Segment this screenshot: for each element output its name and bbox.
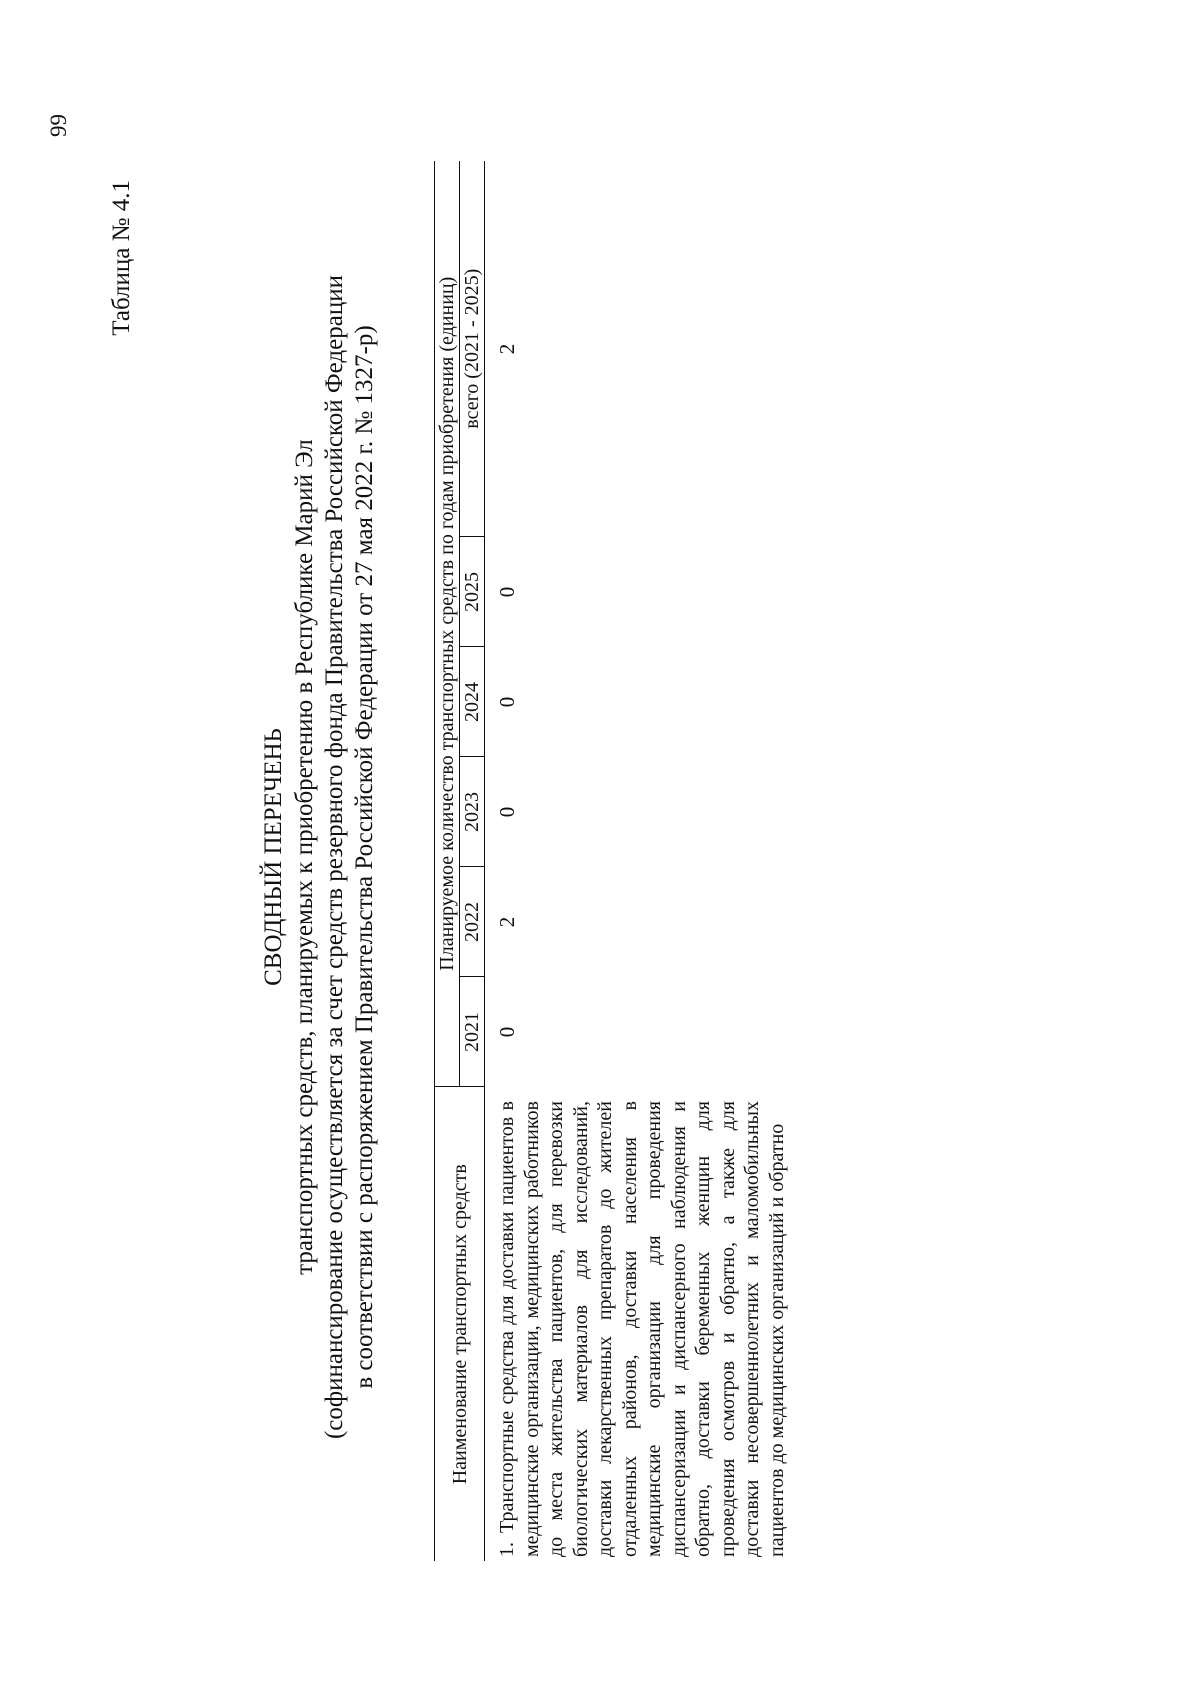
value-cell: 2 xyxy=(495,916,519,928)
year-header: 2022 xyxy=(460,867,485,977)
page-number: 99 xyxy=(46,114,71,137)
vehicle-name-cell xyxy=(485,1087,790,1561)
value-cell: 0 xyxy=(495,806,519,818)
row-number: 1. xyxy=(496,1542,518,1557)
title-line-2: (софинансирование осуществляется за счет средств резервного фонда Правительства Российской Федерации xyxy=(321,275,348,1440)
value-cell: 0 xyxy=(495,586,519,598)
vehicles-table xyxy=(434,161,789,1561)
year-header: 2021 xyxy=(460,977,485,1087)
column-header-name: Наименование транспортных средств xyxy=(435,1087,485,1561)
table-label: Таблица № 4.1 xyxy=(108,180,135,336)
title-line-1: транспортных средств, планируемых к приобретению в Республике Марий Эл xyxy=(291,439,318,1275)
document-title xyxy=(258,157,380,1557)
column-header-group: Планируемое количество транспортных средств по годам приобретения (единиц) xyxy=(435,161,460,1087)
value-cell: 0 xyxy=(495,696,519,708)
year-header: 2025 xyxy=(460,537,485,647)
value-cell-total: 2 xyxy=(495,343,519,355)
year-header: 2023 xyxy=(460,757,485,867)
table-row xyxy=(485,161,790,1561)
title-line-3: в соответствии с распоряжением Правительства Российской Федерации от 27 мая 2022 г. № 1327-р) xyxy=(351,325,378,1389)
vehicle-name: Транспортные средства для доставки пациентов в медицинские организации, медицинских работников до места жительства пациентов, для перевозки биологических материалов для исследований, доставки лекарственных препаратов до жителей отдаленных районов, доставки населения в медицинские организации для проведения диспансеризации и диспансерного наблюдения и обратно, доставки беременных женщин для проведения осмотров и обратно, а также для доставки несовершеннолетних и маломобильных пациентов до медицинских организаций и обратно xyxy=(496,1101,788,1557)
title-main: СВОДНЫЙ ПЕРЕЧЕНЬ xyxy=(260,728,287,986)
year-header: 2024 xyxy=(460,647,485,757)
value-cell: 0 xyxy=(495,1026,519,1038)
year-header-total: всего (2021 - 2025) xyxy=(460,161,485,537)
